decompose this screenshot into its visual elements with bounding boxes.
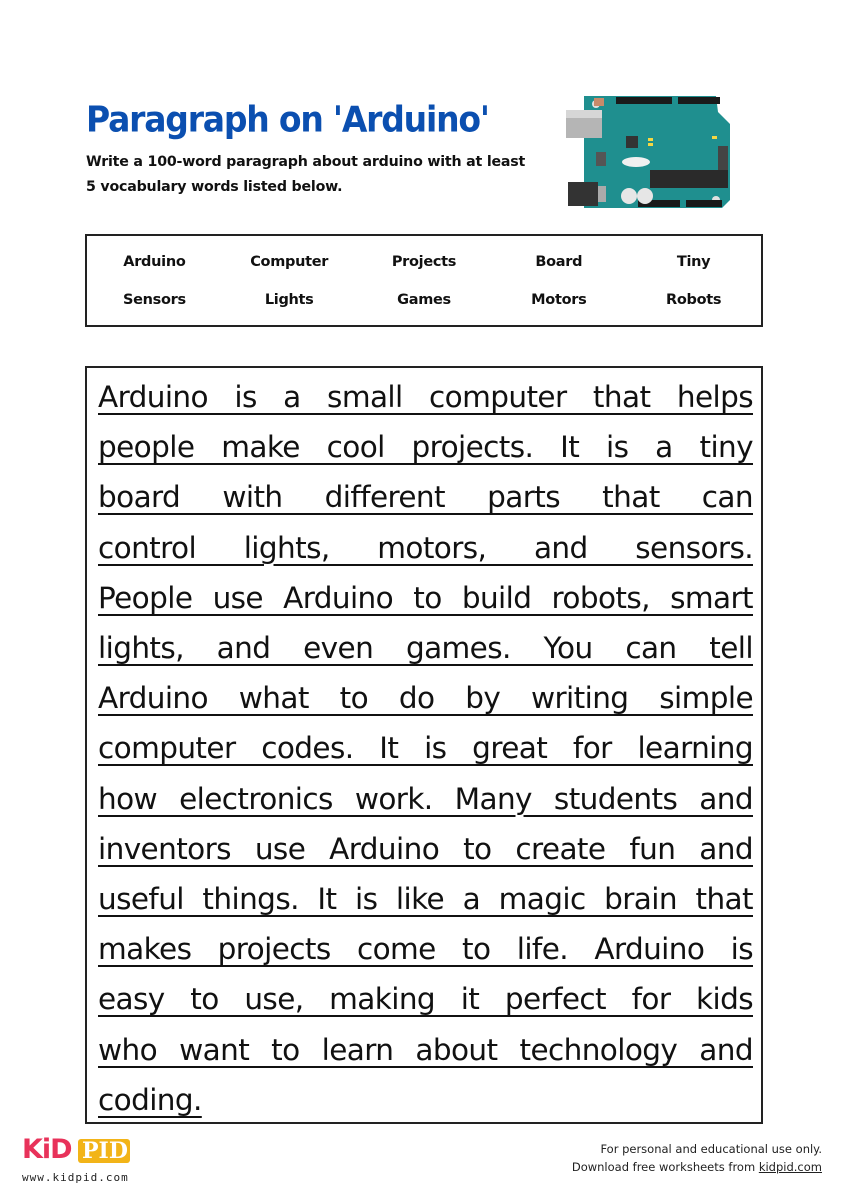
paragraph-line: coding.: [98, 1082, 202, 1117]
footer-download-note: [572, 1158, 822, 1176]
kidpid-logo[interactable]: [22, 1136, 132, 1166]
footer-note: [572, 1140, 822, 1176]
instructions: Write a 100-word paragraph about arduino with at least 5 vocabulary words listed below.: [86, 154, 526, 195]
paragraph-line: people make cool projects. It is a tiny: [98, 430, 753, 465]
vocab-word: Motors: [531, 292, 587, 308]
paragraph-box: [85, 366, 763, 1124]
paragraph-line: Arduino what to do by writing simple: [98, 681, 753, 716]
vocab-word: Computer: [250, 254, 329, 270]
paragraph-line: how electronics work. Many students and: [98, 781, 753, 816]
paragraph-line: who want to learn about technology and: [98, 1032, 753, 1067]
paragraph-line: Arduino is a small computer that helps: [98, 380, 753, 414]
vocab-word: Board: [535, 254, 583, 270]
paragraph-line: inventors use Arduino to create fun and: [98, 831, 753, 866]
arduino-board-icon: [566, 92, 734, 212]
footer-usage-note: For personal and educational use only.: [600, 1142, 822, 1156]
vocab-word: Lights: [264, 292, 314, 308]
paragraph-line: control lights, motors, and sensors.: [98, 530, 753, 565]
vocab-word: Games: [397, 292, 451, 308]
vocabulary-grid: [87, 236, 761, 319]
paragraph-line: computer codes. It is great for learning: [98, 731, 753, 766]
page-title: Paragraph on 'Arduino': [86, 98, 489, 141]
paragraph-line: easy to use, making it perfect for kids: [98, 982, 753, 1017]
paragraph-text: [98, 372, 753, 1125]
logo-text-kid: KiD: [22, 1134, 72, 1165]
footer-download-prefix: Download free worksheets from: [571, 1160, 759, 1174]
vocab-word: Sensors: [122, 292, 186, 308]
kidpid-link[interactable]: kidpid.com: [758, 1160, 822, 1174]
vocabulary-box: [85, 234, 763, 327]
paragraph-line: makes projects come to life. Arduino is: [98, 932, 753, 967]
logo-url[interactable]: www.kidpid.com: [22, 1171, 129, 1184]
paragraph-line: lights, and even games. You can tell: [98, 631, 753, 666]
vocab-word: Robots: [665, 292, 722, 308]
paragraph-line: People use Arduino to build robots, smart: [98, 580, 753, 615]
vocab-word: Projects: [391, 254, 457, 270]
vocab-word: Tiny: [676, 254, 711, 270]
vocab-word: Arduino: [123, 254, 186, 270]
logo-text-pid: PID: [82, 1138, 128, 1164]
paragraph-line: board with different parts that can: [98, 480, 753, 515]
paragraph-line: useful things. It is like a magic brain that: [98, 882, 753, 917]
